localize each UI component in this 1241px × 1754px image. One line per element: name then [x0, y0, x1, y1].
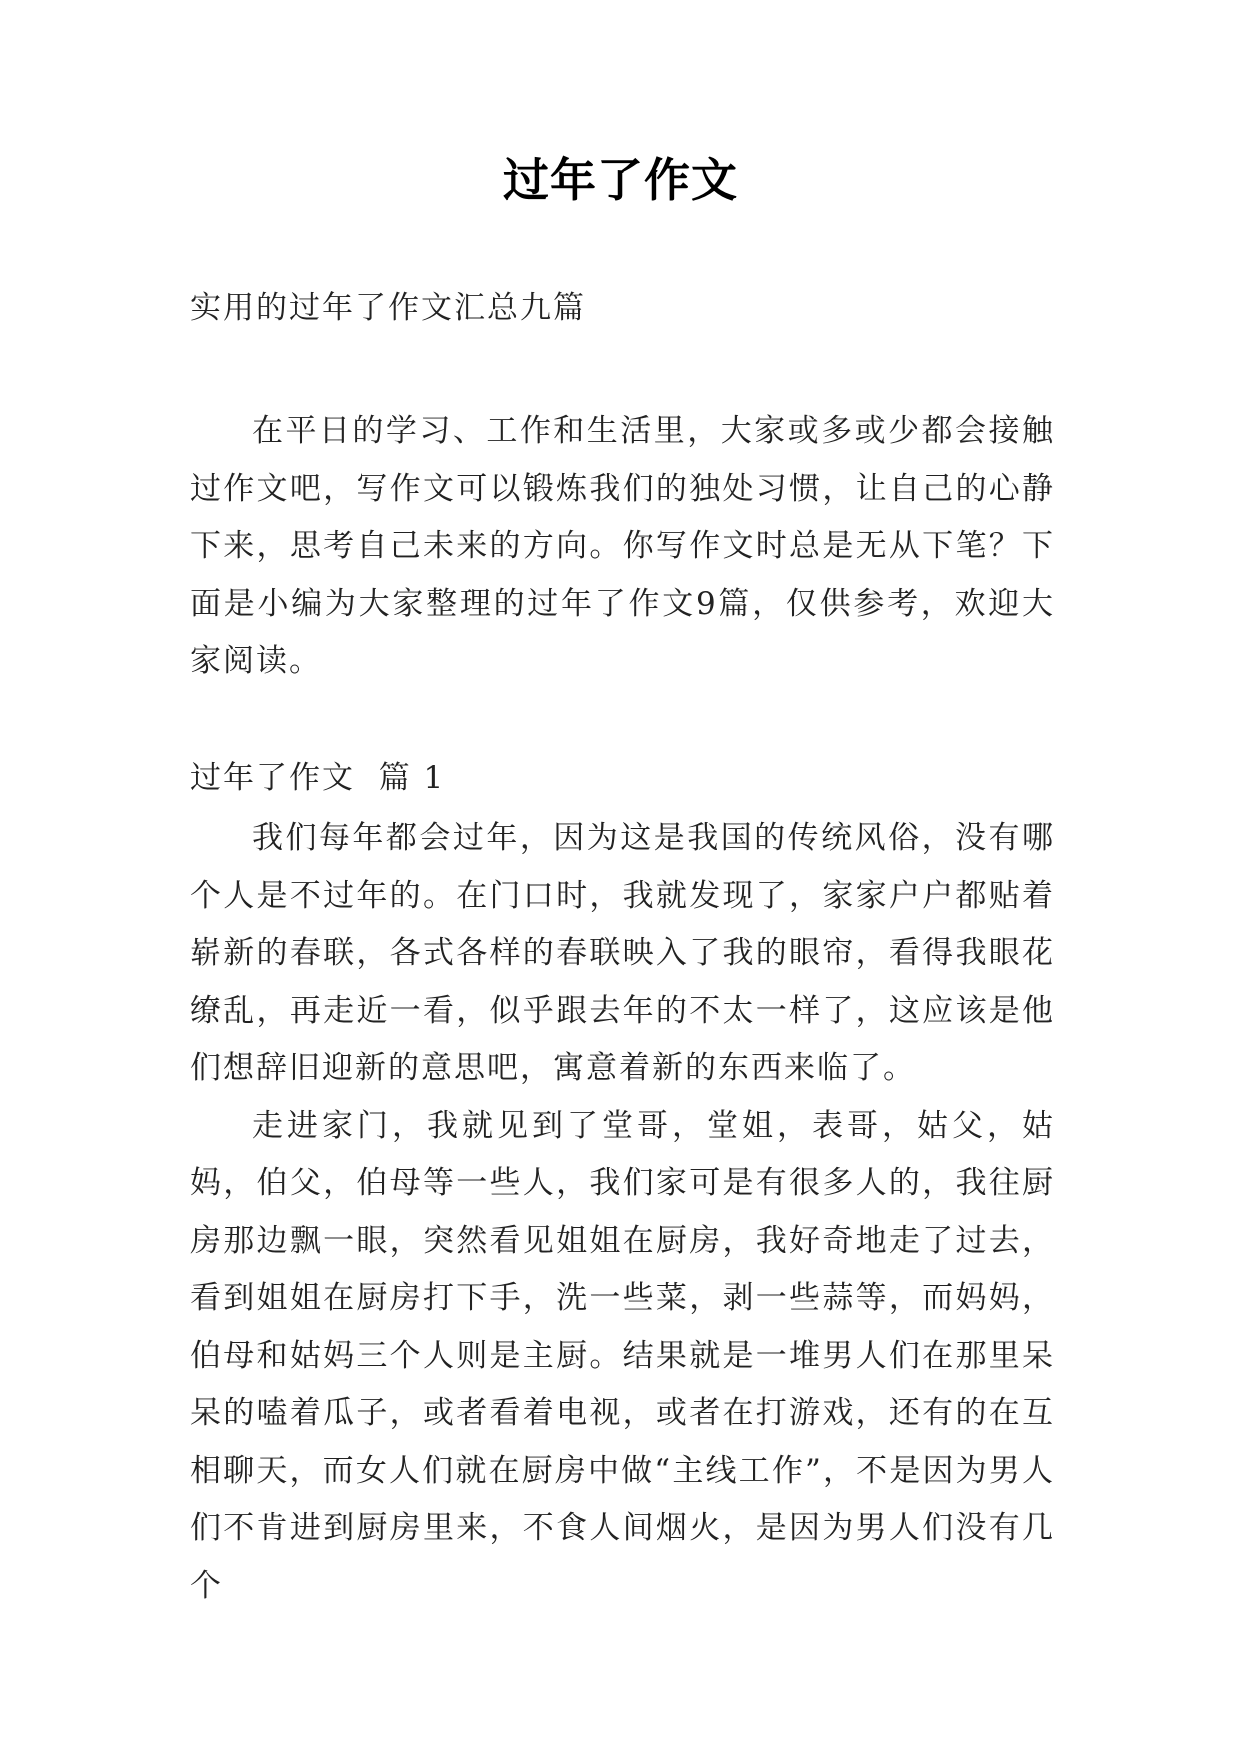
body-paragraph: 走进家门，我就见到了堂哥，堂姐，表哥，姑父，姑妈，伯父，伯母等一些人，我们家可是有很多人的，我往厨房那边飘一眼，突然看见姐姐在厨房，我好奇地走了过去，看到姐姐在厨房打下手，洗一些菜，剥一些蒜等，而妈妈，伯母和姑妈三个人则是主厨。结果就是一堆男人们在那里呆呆的嗑着瓜子，或者看着电视，或者在打游戏，还有的在互相聊天，而女人们就在厨房中做“主线工作”，不是因为男人们不肯进到厨房里来，不食人间烟火，是因为男人们没有几个	[190, 1107, 1055, 1604]
body-paragraph: 我们每年都会过年，因为这是我国的传统风俗，没有哪个人是不过年的。在门口时，我就发现了，家家户户都贴着崭新的春联，各式各样的春联映入了我的眼帘，看得我眼花缭乱，再走近一看，似乎跟去年的不太一样了，这应该是他们想辞旧迎新的意思吧，寓意着新的东西来临了。	[190, 820, 1055, 1086]
essay-body	[190, 810, 1055, 1615]
document-title: 过年了作文	[503, 153, 738, 207]
intro-paragraph: 在平日的学习、工作和生活里，大家或多或少都会接触过作文吧，写作文可以锻炼我们的独处习惯，让自己的心静下来，思考自己未来的方向。你写作文时总是无从下笔？下面是小编为大家整理的过年了作文9篇，仅供参考，欢迎大家阅读。	[190, 413, 1055, 679]
document-subtitle: 实用的过年了作文汇总九篇	[190, 290, 586, 326]
section-heading: 过年了作文 篇 1	[190, 760, 446, 796]
